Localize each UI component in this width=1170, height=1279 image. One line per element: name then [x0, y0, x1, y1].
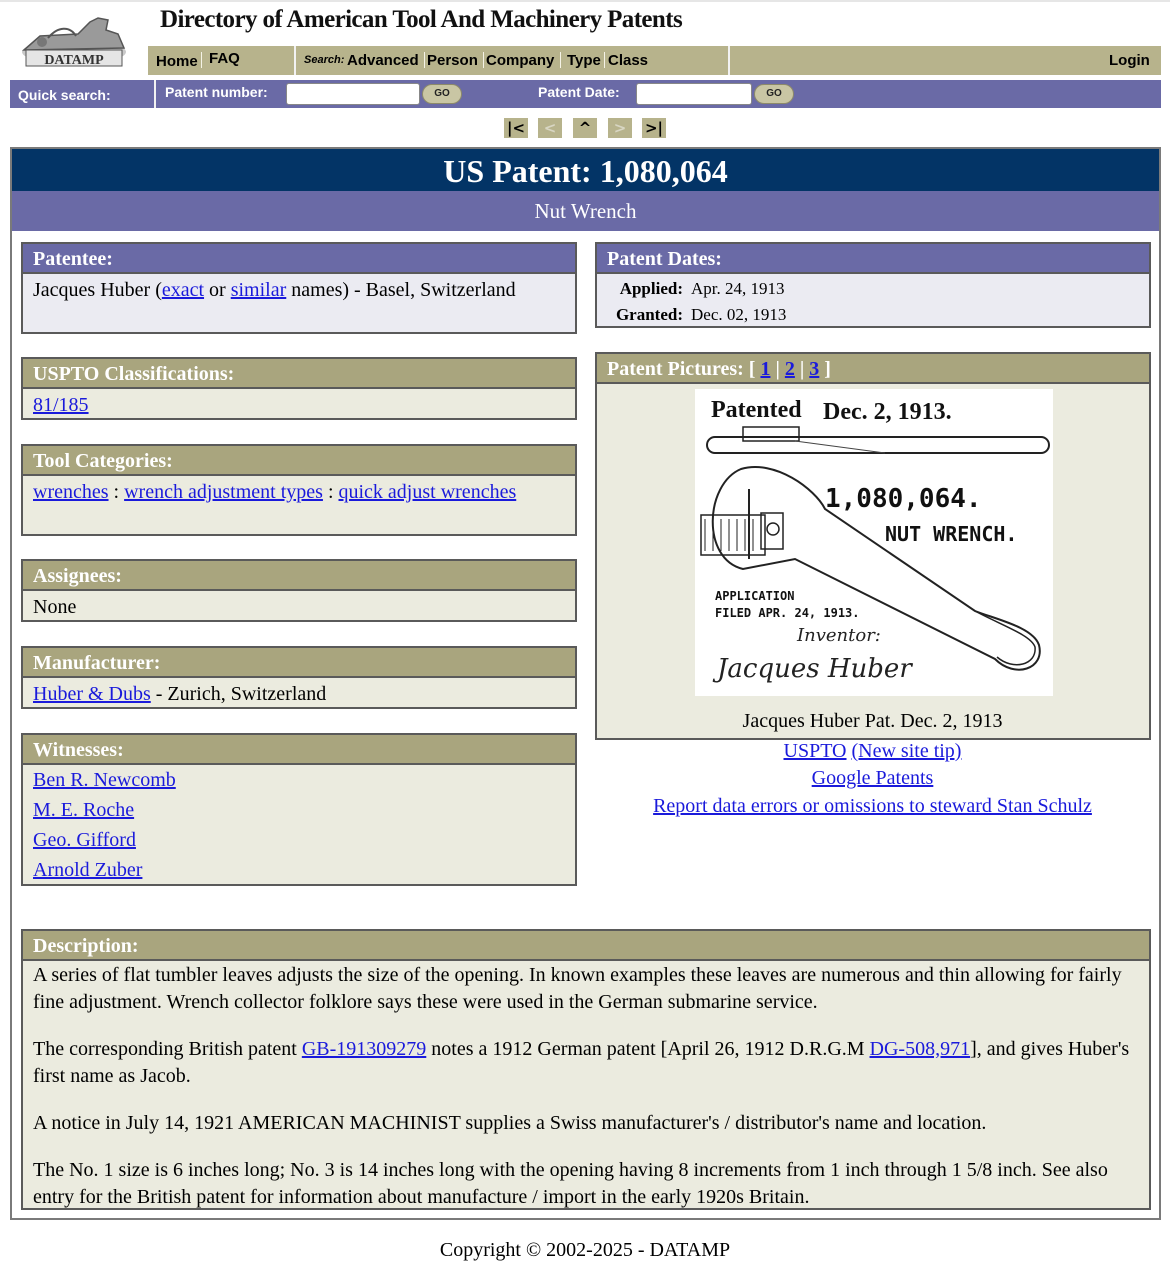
- drawing-name-text: NUT WRENCH.: [885, 522, 1018, 546]
- granted-date: Dec. 02, 1913: [691, 305, 787, 324]
- previous-patent-button[interactable]: <: [538, 118, 562, 138]
- description-text: notes a 1912 German patent [April 26, 1912 D.R.G.M: [426, 1038, 870, 1060]
- witness-link[interactable]: Ben R. Newcomb: [33, 769, 176, 791]
- nav-advanced[interactable]: Advanced: [347, 52, 419, 69]
- nav-separator: [424, 52, 425, 68]
- nav-company[interactable]: Company: [486, 52, 555, 69]
- nav-class[interactable]: Class: [608, 52, 649, 69]
- drawing-date-text: Dec. 2, 1913.: [823, 399, 952, 425]
- patent-pictures-label: Patent Pictures: [: [607, 358, 756, 380]
- nav-separator: [728, 46, 730, 75]
- drawing-number-text: 1,080,064.: [825, 484, 982, 514]
- patent-date-label: Patent Date:: [538, 84, 620, 100]
- patent-title: US Patent: 1,080,064: [12, 149, 1159, 191]
- patent-pictures-heading: Patent Pictures: [ 1 | 2 | 3 ]: [597, 354, 1149, 384]
- patentee-body: [23, 274, 575, 332]
- top-rule: [0, 0, 1170, 2]
- picture-link-2[interactable]: 2: [784, 358, 795, 380]
- manufacturer-body: [23, 678, 575, 711]
- description-paragraph: The No. 1 size is 6 inches long; No. 3 is 14 inches long with the opening having 8 increments from 1 inch through 1 5/8 inch. See also entry for the British patent for information about manufacture / import in the early 1920s Britain.: [33, 1159, 1108, 1208]
- exact-names-link[interactable]: exact: [161, 279, 205, 301]
- description-paragraph: A notice in July 14, 1921 AMERICAN MACHINIST supplies a Swiss manufacturer's / distributor's name and location.: [33, 1112, 987, 1134]
- picture-caption: Jacques Huber Pat. Dec. 2, 1913: [742, 710, 1003, 732]
- british-patent-link[interactable]: GB-191309279: [301, 1038, 427, 1060]
- uspto-link[interactable]: USPTO: [783, 740, 847, 762]
- patent-number-input[interactable]: [286, 83, 420, 105]
- nav-person[interactable]: Person: [427, 52, 478, 69]
- witnesses-body: [23, 765, 575, 888]
- quick-search-label: Quick search:: [18, 87, 111, 103]
- category-link-wrench-adjustment-types[interactable]: wrench adjustment types: [124, 481, 323, 503]
- description-body: [23, 961, 1149, 1214]
- patentee-or: or: [204, 279, 231, 301]
- copyright-footer: Copyright © 2002-2025 - DATAMP: [439, 1239, 731, 1261]
- description-heading: Description:: [23, 931, 1149, 961]
- logo-text: DATAMP: [44, 53, 104, 68]
- applied-date: Apr. 24, 1913: [691, 279, 785, 298]
- datamp-logo[interactable]: [18, 8, 130, 70]
- witness-link[interactable]: M. E. Roche: [33, 799, 135, 821]
- picture-link-1[interactable]: 1: [760, 358, 771, 380]
- description-text: The corresponding British patent: [33, 1038, 302, 1060]
- patent-frame: [10, 147, 1161, 1220]
- manufacturer-location: - Zurich, Switzerland: [150, 683, 327, 705]
- nav-separator: [201, 52, 202, 68]
- drawing-signature-text: Jacques Huber: [717, 654, 912, 684]
- witnesses-heading: Witnesses:: [23, 735, 575, 765]
- classification-link[interactable]: 81/185: [33, 394, 89, 416]
- patentee-open-paren: (: [150, 279, 162, 301]
- nav-type[interactable]: Type: [567, 52, 601, 69]
- patent-pictures-box: [595, 352, 1151, 740]
- patentee-name: Jacques Huber: [33, 279, 151, 301]
- patentee-heading: Patentee:: [23, 244, 575, 274]
- patent-date-go-button[interactable]: GO: [754, 84, 794, 104]
- nav-faq[interactable]: FAQ: [209, 50, 240, 67]
- tool-categories-heading: Tool Categories:: [23, 446, 575, 476]
- german-patent-link[interactable]: DG-508,971: [869, 1038, 971, 1060]
- main-nav: [148, 46, 1161, 75]
- uspto-links: [595, 740, 1150, 763]
- new-site-tip-link[interactable]: (New site tip): [851, 740, 962, 762]
- granted-label: Granted:: [615, 305, 683, 324]
- category-separator: :: [322, 481, 339, 503]
- manufacturer-box: [21, 646, 577, 709]
- category-link-wrenches[interactable]: wrenches: [33, 481, 109, 503]
- assignees-value: None: [33, 596, 77, 618]
- applied-row: [597, 276, 1141, 302]
- last-patent-button[interactable]: >|: [642, 118, 666, 138]
- witness-link[interactable]: Arnold Zuber: [33, 859, 143, 881]
- drawing-application-text: APPLICATION: [715, 589, 795, 603]
- nav-separator: [604, 52, 605, 68]
- patent-dates-body: [597, 274, 1149, 326]
- first-patent-button[interactable]: |<: [504, 118, 528, 138]
- assignees-heading: Assignees:: [23, 561, 575, 591]
- drawing-inventor-text: Inventor:: [797, 625, 881, 646]
- patent-number-label: Patent number:: [165, 84, 268, 100]
- report-errors-row: [595, 795, 1150, 818]
- classifications-heading: USPTO Classifications:: [23, 359, 575, 389]
- description-paragraph: [33, 1036, 1139, 1090]
- quick-search-bar: [10, 80, 1161, 108]
- up-button[interactable]: ^: [573, 118, 597, 138]
- patent-subtitle: Nut Wrench: [12, 191, 1159, 231]
- picture-link-3[interactable]: 3: [809, 358, 820, 380]
- similar-names-link[interactable]: similar: [230, 279, 287, 301]
- patent-pictures-close: ]: [824, 358, 831, 380]
- quick-search-divider: [154, 80, 156, 108]
- site-title: Directory of American Tool And Machinery Patents: [160, 6, 683, 33]
- classifications-box: [21, 357, 577, 420]
- tool-categories-body: [23, 476, 575, 509]
- classifications-body: [23, 389, 575, 422]
- drawing-filed-text: FILED APR. 24, 1913.: [715, 606, 860, 620]
- nav-login[interactable]: Login: [1109, 52, 1150, 69]
- patent-number-go-button[interactable]: GO: [422, 84, 462, 104]
- google-patents-row: [595, 767, 1150, 790]
- nav-search-label: Search:: [304, 54, 345, 66]
- witnesses-box: [21, 733, 577, 886]
- nav-home[interactable]: Home: [156, 53, 198, 70]
- patentee-box: [21, 242, 577, 334]
- description-text: ], and gives Huber's first name as Jacob.: [33, 1038, 1130, 1087]
- witness-link[interactable]: Geo. Gifford: [33, 829, 136, 851]
- next-patent-button[interactable]: >: [608, 118, 632, 138]
- description-paragraph: A series of flat tumbler leaves adjusts the size of the opening. In known examples these leaves are numerous and thin allowing for fairly fine adjustment. Wrench collector folklore says these were used in the German submarine service.: [33, 964, 1122, 1013]
- description-box: [21, 929, 1151, 1210]
- tool-categories-box: [21, 444, 577, 536]
- nav-separator: [560, 52, 561, 68]
- drawing-patented-text: Patented: [711, 397, 802, 423]
- nav-separator: [294, 46, 296, 75]
- google-patents-link[interactable]: Google Patents: [811, 767, 934, 789]
- patent-date-input[interactable]: [636, 83, 752, 105]
- manufacturer-heading: Manufacturer:: [23, 648, 575, 678]
- assignees-box: [21, 559, 577, 622]
- patent-dates-heading: Patent Dates:: [597, 244, 1149, 274]
- category-link-quick-adjust-wrenches[interactable]: quick adjust wrenches: [338, 481, 517, 503]
- granted-row: [597, 302, 1141, 328]
- nav-separator: [483, 52, 484, 68]
- patent-dates-box: [595, 242, 1151, 328]
- applied-label: Applied:: [619, 279, 683, 298]
- report-errors-link[interactable]: Report data errors or omissions to steward Stan Schulz: [653, 795, 1092, 817]
- manufacturer-link[interactable]: Huber & Dubs: [33, 683, 151, 705]
- category-separator: :: [108, 481, 125, 503]
- patent-drawing-image[interactable]: [695, 389, 1053, 696]
- patentee-location: names) - Basel, Switzerland: [286, 279, 516, 301]
